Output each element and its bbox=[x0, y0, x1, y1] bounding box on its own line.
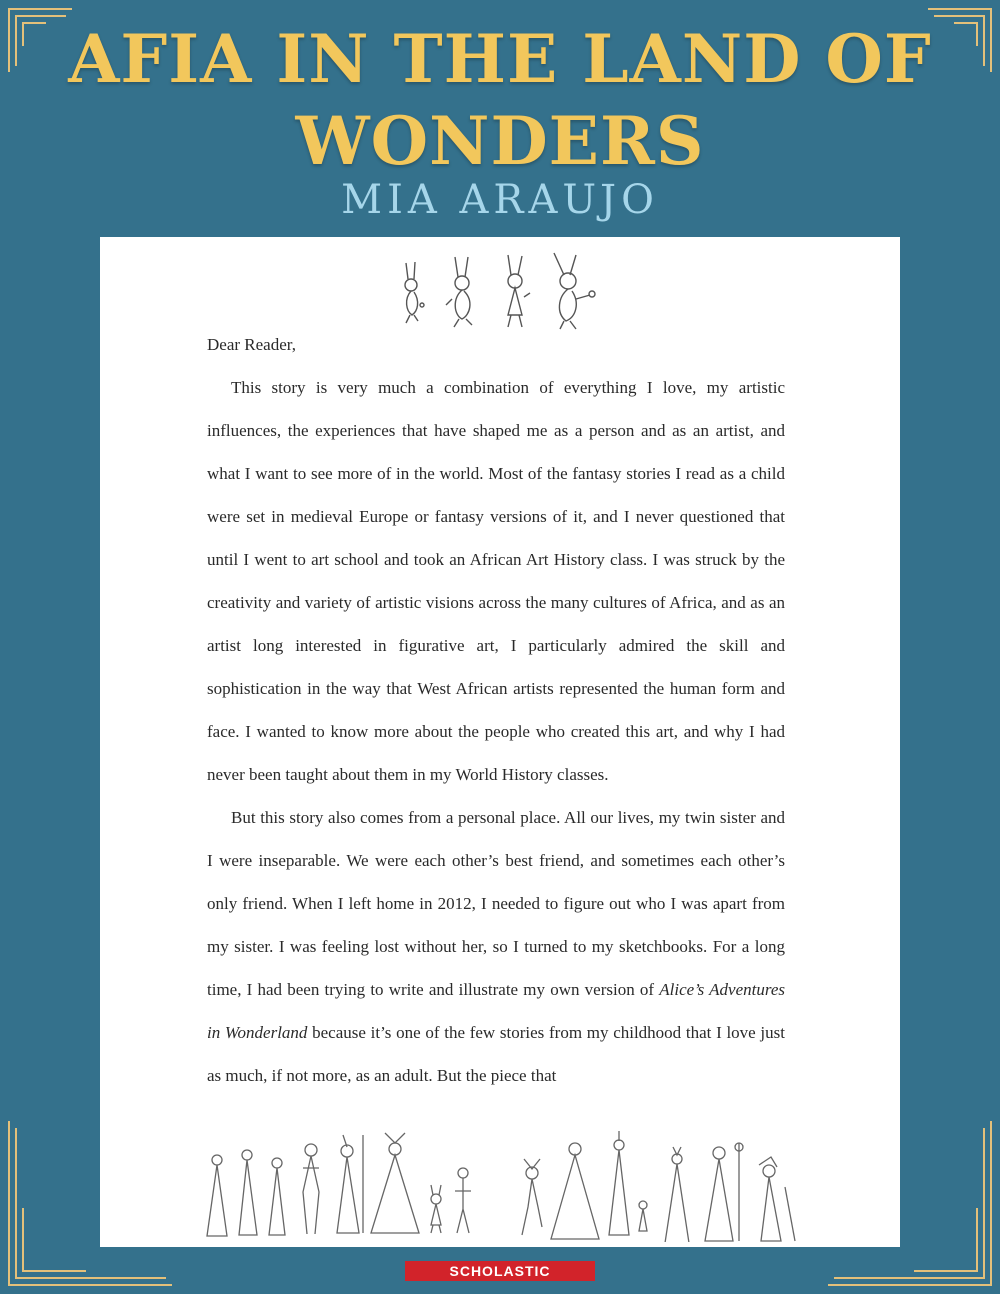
book-title: AFIA IN THE LAND OF WONDERS bbox=[68, 20, 932, 180]
letter-body bbox=[207, 323, 785, 1097]
letter-paragraph-1: This story is very much a combination of everything I love, my artistic influences, the experiences that have shaped me as a person and as an artist, and what I want to see more of in the world. Most of the fantasy stories I read as a child were set in medieval Europe or fantasy versions of it, and I never questioned that until I went to art school and took an African Art History class. I was struck by the creativity and variety of artistic visions across the many cultures of Africa, and as an artist long interested in figurative art, I particularly admired the skill and sophistication in the way that West African artists represented the human form and face. I wanted to know more about the people who created this art, and why I had never been taught about them in my World History classes. bbox=[207, 378, 785, 784]
letter-salutation: Dear Reader, bbox=[207, 335, 296, 354]
white-rabbit-sketch-icon bbox=[390, 251, 610, 331]
book-title-reference: Alice’s Adventures in Wonderland bbox=[207, 980, 786, 1042]
letter-panel bbox=[100, 237, 900, 1247]
author-name: MIA ARAUJO bbox=[341, 177, 659, 223]
publisher-logo: SCHOLASTIC bbox=[405, 1261, 595, 1281]
letter-paragraph-2-continued: because it’s one of the few stories from my childhood that I love just as much, if not more, as an adult. But the piece that bbox=[207, 1023, 785, 1085]
letter-paragraph-2 bbox=[207, 796, 785, 1097]
character-lineup-sketch-icon bbox=[195, 1127, 815, 1242]
letter-paragraph-2-text: But this story also comes from a personal place. All our lives, my twin sister and I were inseparable. We were each other’s best friend, and sometimes each other’s only friend. When I left home in 2012, I needed to figure out who I was apart from my sister. I was feeling lost without her, so I turned to my sketchbooks. For a long time, I had been trying to write and illustrate my own version of bbox=[207, 808, 785, 999]
